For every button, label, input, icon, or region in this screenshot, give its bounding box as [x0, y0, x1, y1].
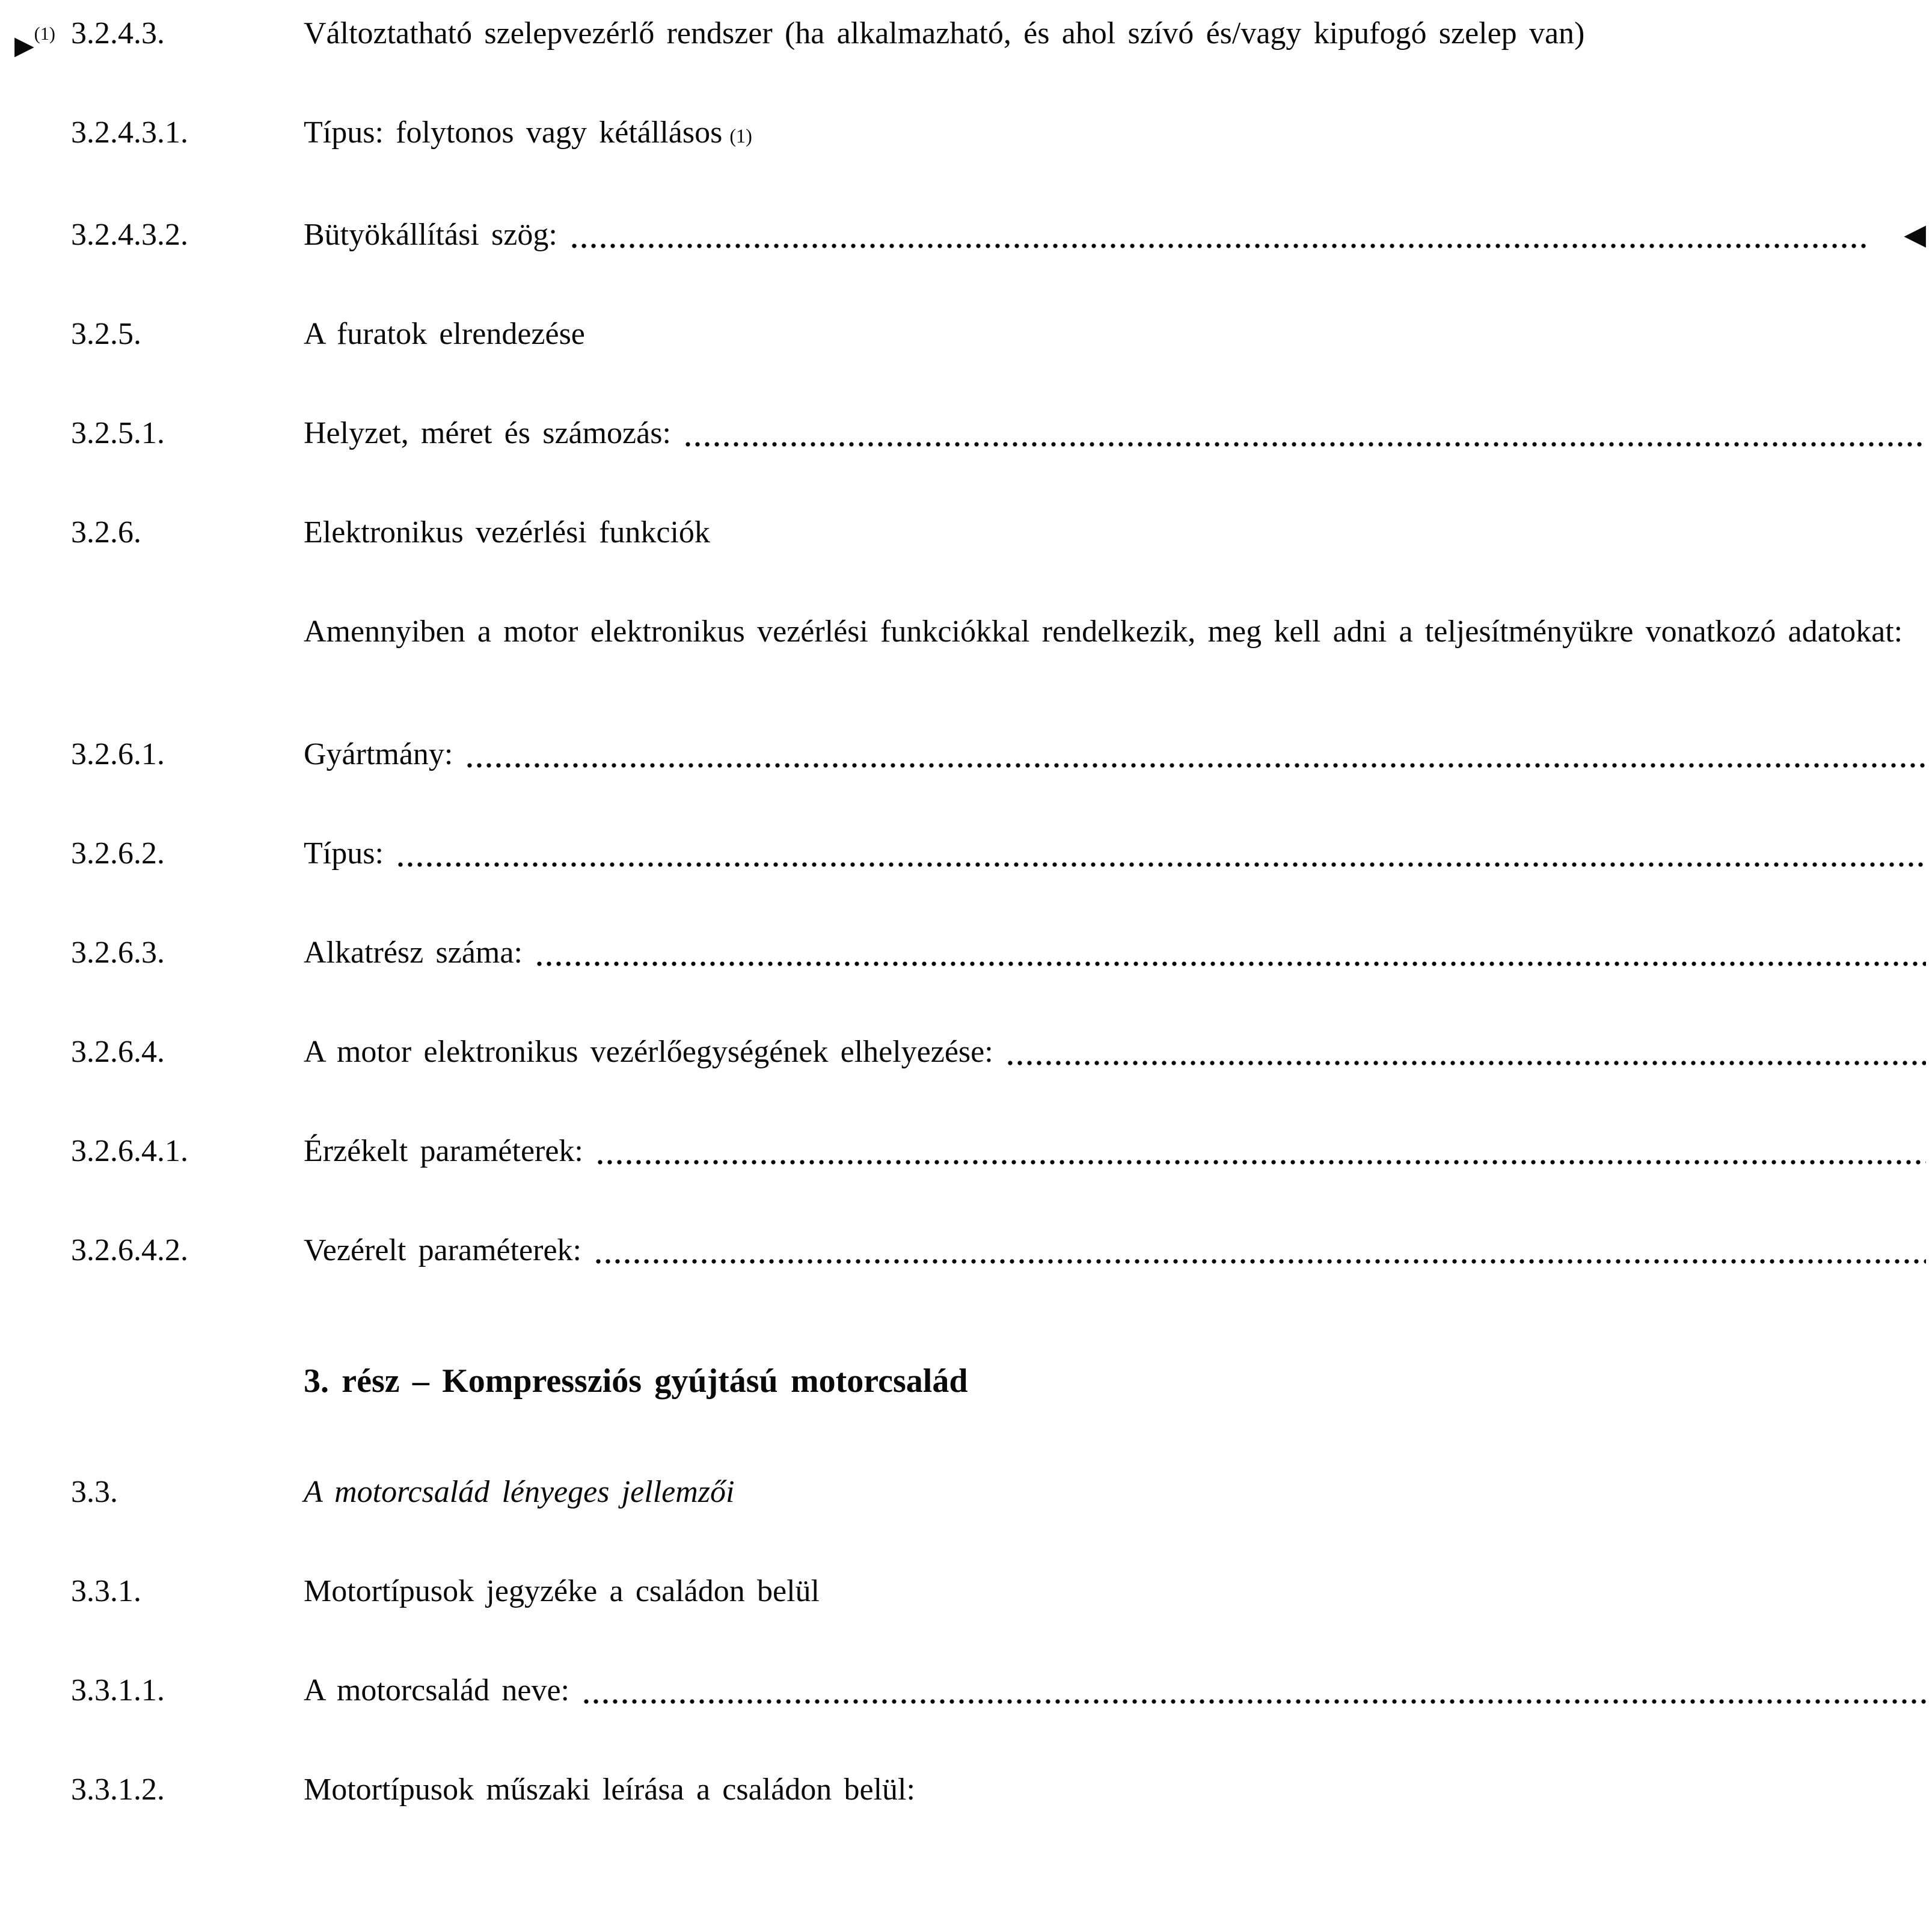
section-number: 3.3.1.1.	[71, 1673, 165, 1708]
section-text: A motor elektronikus vezérlőegységének elhelyezése:	[304, 1035, 993, 1069]
section-content	[304, 513, 1932, 552]
section-row	[0, 114, 1932, 155]
section-number: 3.2.4.3.1.	[71, 115, 188, 150]
section-text: A motorcsalád lényeges jellemzői	[304, 1475, 735, 1509]
section-number-cell	[0, 934, 304, 972]
section-number-cell	[0, 835, 304, 873]
section-number-cell	[0, 1671, 304, 1710]
section-text: Érzékelt paraméterek:	[304, 1134, 583, 1168]
section-number-cell	[0, 1231, 304, 1270]
section-content	[304, 934, 1932, 972]
section-number-cell	[0, 735, 304, 774]
dotted-leader	[535, 961, 1926, 967]
section-content	[304, 1572, 1932, 1611]
section-row	[0, 1033, 1932, 1071]
section-number: 3.2.6.4.	[71, 1035, 165, 1069]
section-row	[0, 1572, 1932, 1611]
dotted-leader	[683, 441, 1926, 447]
section-content	[304, 1671, 1932, 1710]
section-number: 3.2.6.4.2.	[71, 1233, 188, 1267]
section-content	[304, 414, 1932, 453]
section-number-cell	[0, 1771, 304, 1809]
section-content	[304, 1033, 1932, 1071]
section-text: Vezérelt paraméterek:	[304, 1233, 581, 1267]
dotted-leader	[1005, 1060, 1926, 1066]
section-row	[0, 414, 1932, 453]
section-number: 3.2.6.1.	[71, 737, 165, 771]
section-row	[0, 1132, 1932, 1171]
section-row	[0, 835, 1932, 873]
section-text: Helyzet, méret és számozás:	[304, 416, 671, 450]
dotted-leader	[569, 243, 1871, 249]
section-number: 3.2.6.	[71, 515, 141, 550]
section-text: A motorcsalád neve:	[304, 1673, 569, 1708]
section-number: 3.3.1.2.	[71, 1772, 165, 1807]
section-row	[0, 315, 1932, 354]
section-text: Gyártmány:	[304, 737, 453, 771]
footnote-reference: (1)	[729, 125, 752, 147]
section-text: A furatok elrendezése	[304, 317, 585, 351]
section-text: Változtatható szelepvezérlő rendszer (ha alkalmazható, és ahol szívó és/vagy kipufogó szelep van)	[304, 16, 1585, 51]
section-row	[0, 735, 1932, 774]
section-number: 3.3.	[71, 1475, 118, 1509]
section-row	[0, 1473, 1932, 1512]
section-text: Motortípusok műszaki leírása a családon belül:	[304, 1772, 915, 1807]
section-row	[0, 513, 1932, 552]
section-content	[304, 114, 1932, 155]
section-number: 3.2.6.3.	[71, 936, 165, 970]
section-number: 3.2.4.3.2.	[71, 218, 188, 252]
section-content	[304, 735, 1932, 774]
dotted-leader	[595, 1159, 1926, 1165]
section-text: Típus: folytonos vagy kétállásos	[304, 115, 723, 150]
section-number-cell	[0, 1033, 304, 1071]
section-content	[304, 1473, 1932, 1512]
section-number-cell	[0, 14, 304, 61]
paragraph: Amennyiben a motor elektronikus vezérlési funkciókkal rendelkezik, meg kell adni a teljesítményükre vonatkozó adatokat:	[304, 614, 1903, 649]
section-number-cell	[0, 1572, 304, 1611]
section-row	[0, 934, 1932, 972]
section-text: Típus:	[304, 836, 384, 871]
section-number-cell	[0, 114, 304, 152]
section-content	[304, 1132, 1932, 1171]
section-number-cell	[0, 1132, 304, 1171]
dotted-leader	[593, 1258, 1926, 1264]
section-row	[0, 216, 1932, 254]
triangle-right-icon: ▶	[14, 30, 34, 61]
section-text: Bütyökállítási szög:	[304, 218, 557, 252]
section-number: 3.3.1.	[71, 1574, 141, 1608]
amendment-start-marker	[14, 14, 55, 61]
section-number-cell	[0, 513, 304, 552]
section-row	[0, 1231, 1932, 1270]
section-number: 3.2.6.4.1.	[71, 1134, 188, 1168]
section-number: 3.2.4.3.	[71, 16, 165, 51]
section-content	[304, 216, 1932, 254]
footnote-marker: (1)	[34, 23, 55, 44]
section-content	[304, 835, 1932, 873]
part-heading: 3. rész – Kompressziós gyújtású motorcsalád	[304, 1362, 968, 1400]
section-text: Alkatrész száma:	[304, 936, 523, 970]
section-row	[0, 14, 1932, 61]
section-content	[304, 1231, 1932, 1270]
section-number-cell	[0, 315, 304, 354]
section-text: Motortípusok jegyzéke a családon belül	[304, 1574, 820, 1608]
section-row	[0, 1771, 1932, 1809]
dotted-leader	[581, 1699, 1926, 1705]
section-number: 3.2.6.2.	[71, 836, 165, 871]
section-number: 3.2.5.	[71, 317, 141, 351]
triangle-left-icon: ◀	[1904, 218, 1926, 251]
section-content	[304, 1771, 1932, 1809]
dotted-leader	[465, 762, 1926, 768]
section-content	[304, 14, 1932, 53]
section-number-cell	[0, 414, 304, 453]
section-number-cell	[0, 216, 304, 254]
section-content	[304, 315, 1932, 354]
section-row	[0, 1671, 1932, 1710]
section-number-cell	[0, 1473, 304, 1512]
dotted-leader	[396, 862, 1926, 868]
section-text: Elektronikus vezérlési funkciók	[304, 515, 710, 550]
section-number: 3.2.5.1.	[71, 416, 165, 450]
